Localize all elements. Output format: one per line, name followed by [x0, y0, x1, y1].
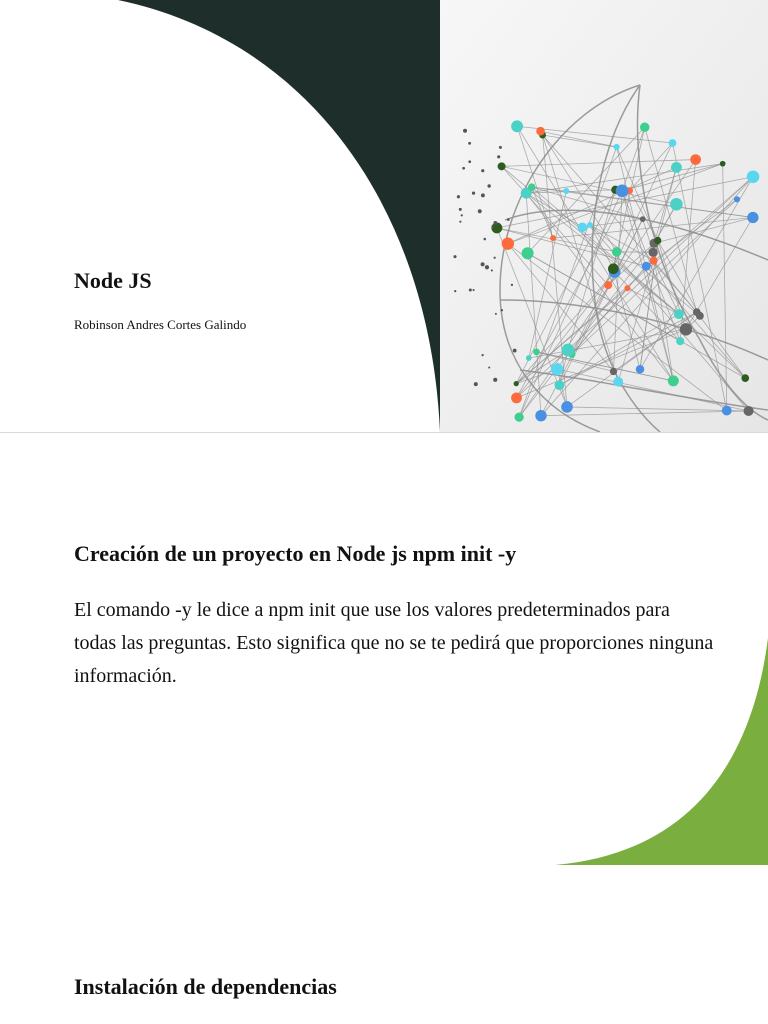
slide-dependencies — [0, 866, 768, 1024]
slide-project-creation — [0, 433, 768, 865]
slide2-title: Creación de un proyecto en Node js npm init -y — [74, 541, 517, 566]
slide2-body: El comando -y le dice a npm init que use los valores predeterminados para todas las preguntas. Esto significa que no se te pedirá que proporciones ninguna información. — [74, 599, 714, 687]
slide1-title: Node JS — [74, 268, 152, 293]
slide3-title: Instalación de dependencias — [74, 974, 337, 999]
slide1-author: Robinson Andres Cortes Galindo — [74, 317, 247, 332]
slide1-background — [0, 0, 768, 432]
slide-title — [0, 0, 768, 432]
